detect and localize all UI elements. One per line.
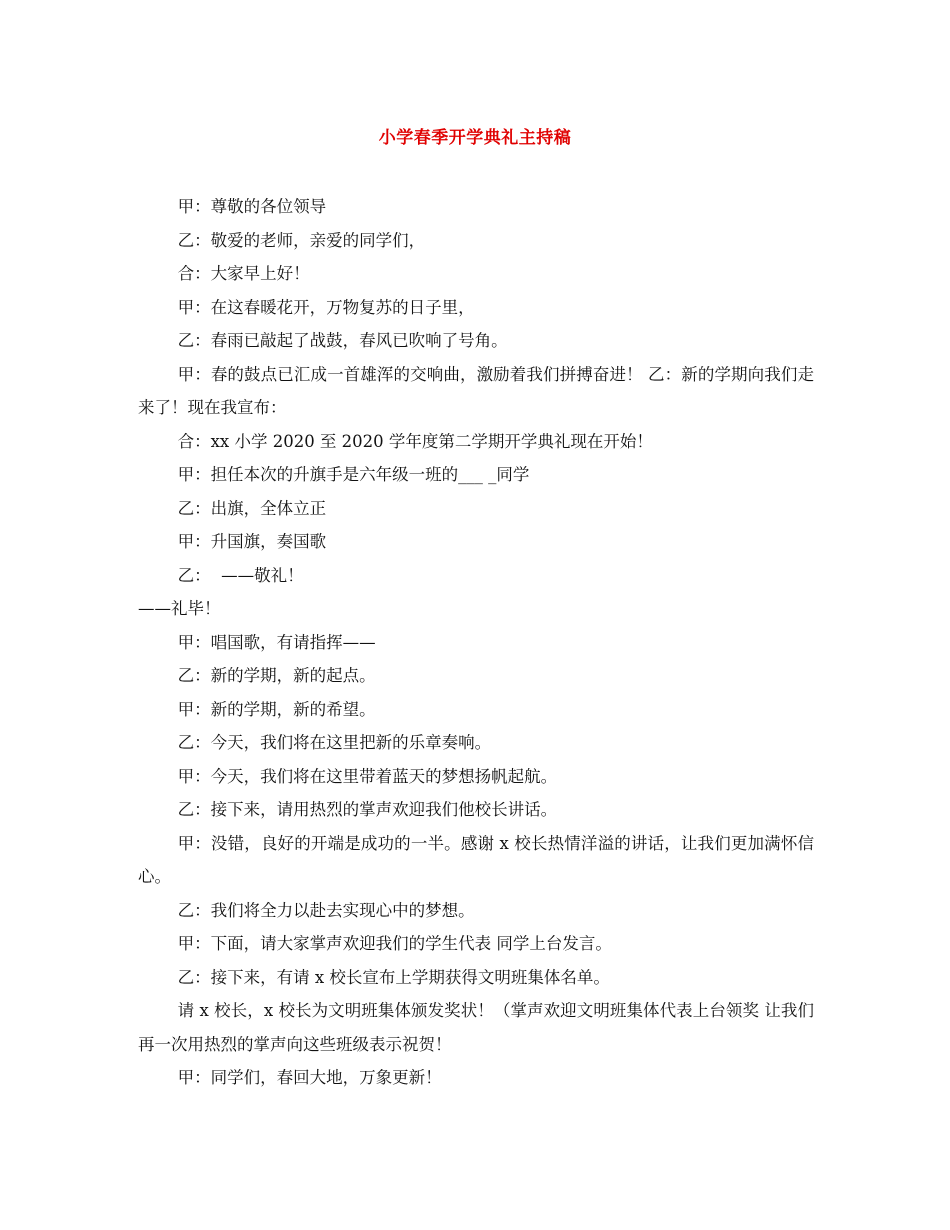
paragraph: 甲：担任本次的升旗手是六年级一班的___ _同学 bbox=[177, 465, 530, 484]
paragraph: 甲：今天，我们将在这里带着蓝天的梦想扬帆起航。 bbox=[177, 766, 558, 786]
paragraph: 合：大家早上好！ bbox=[177, 264, 310, 283]
paragraph: 乙：出旗，全体立正 bbox=[177, 498, 327, 518]
paragraph: 乙：接下来，有请 x 校长宣布上学期获得文明班集体名单。 bbox=[177, 967, 610, 987]
paragraph: 乙：今天，我们将在这里把新的乐章奏响。 bbox=[177, 733, 492, 752]
paragraph: 乙：新的学期，新的起点。 bbox=[177, 666, 376, 685]
paragraph: 合：xx 小学 2020 至 2020 学年度第二学期开学典礼现在开始！ bbox=[177, 431, 653, 451]
paragraph: 甲：下面，请大家掌声欢迎我们的学生代表 同学上台发言。 bbox=[177, 934, 612, 953]
document-body bbox=[138, 190, 814, 1095]
paragraph: 甲：没错，良好的开端是成功的一半。感谢 x 校长热情洋溢的讲话，让我们更加满怀信心。 bbox=[138, 833, 814, 886]
paragraph: 甲：唱国歌，有请指挥—— bbox=[177, 632, 376, 652]
paragraph: 请 x 校长，x 校长为文明班集体颁发奖状！（掌声欢迎文明班集体代表上台领奖 让我们再一次用热烈的掌声向这些班级表示祝贺！ bbox=[138, 1001, 814, 1054]
paragraph: 甲：在这春暖花开，万物复苏的日子里， bbox=[177, 297, 475, 317]
paragraph: 乙：我们将全力以赴去实现心中的梦想。 bbox=[177, 900, 475, 920]
paragraph: 乙： ——敬礼！ bbox=[177, 565, 304, 585]
paragraph: 乙：春雨已敲起了战鼓，春风已吹响了号角。 bbox=[177, 331, 508, 350]
paragraph: 甲：新的学期，新的希望。 bbox=[177, 699, 376, 719]
paragraph: 甲：同学们，春回大地，万象更新！ bbox=[177, 1068, 442, 1087]
paragraph: 乙：接下来，请用热烈的掌声欢迎我们他校长讲话。 bbox=[177, 800, 558, 819]
paragraph: 乙：敬爱的老师，亲爱的同学们， bbox=[177, 230, 426, 250]
paragraph: 甲：升国旗，奏国歌 bbox=[177, 532, 327, 551]
paragraph: 甲：尊敬的各位领导 bbox=[177, 197, 327, 216]
document-title: 小学春季开学典礼主持稿 bbox=[378, 128, 572, 148]
paragraph: ——礼毕！ bbox=[138, 599, 221, 618]
paragraph: 甲：春的鼓点已汇成一首雄浑的交响曲，激励着我们拼搏奋进！ 乙：新的学期向我们走来了！现在我宣布： bbox=[138, 364, 814, 417]
